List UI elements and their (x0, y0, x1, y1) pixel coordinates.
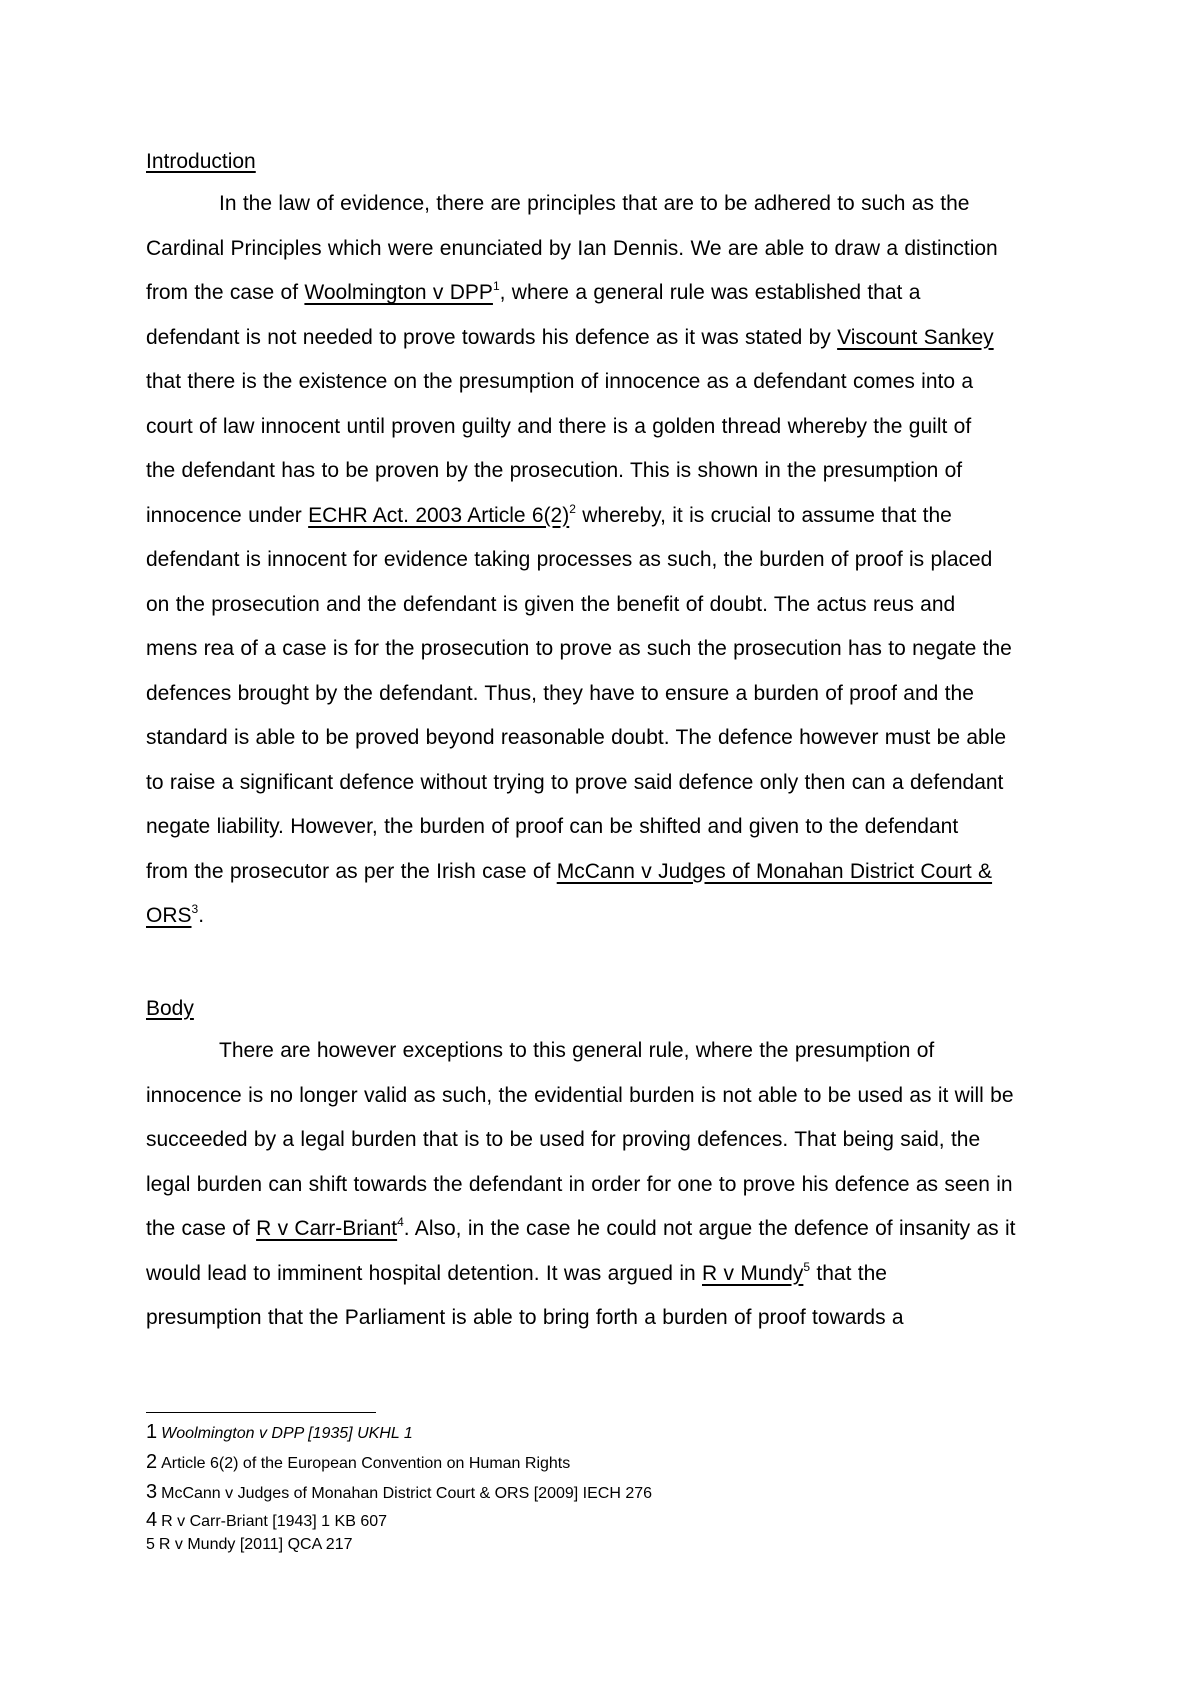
case-citation-mundy: R v Mundy (702, 1261, 804, 1285)
case-citation-mccann-cont: ORS (146, 904, 192, 927)
paragraph-line: the case of R v Carr-Briant$^4$. Also, in the case he could not argue the defence of insanity as it (146, 1215, 1016, 1240)
paragraph-line: defendant is not needed to prove towards his defence as it was stated by Viscount Sankey (146, 325, 994, 349)
paragraph-line: innocence under ECHR Act. 2003 Article $6(2)^2$ whereby, it is crucial to assume that the (146, 501, 952, 527)
paragraph-line: In the law of evidence, there are principles that are to be adhered to such as the (219, 192, 970, 215)
case-citation-echr: ECHR Act. 2003 Article 6(2) (308, 503, 570, 527)
paragraph-line: Cardinal Principles which were enunciated by Ian Dennis. We are able to draw a distinction (146, 236, 998, 260)
paragraph-line: on the prosecution and the defendant is given the benefit of doubt. The actus reus and (146, 592, 956, 616)
paragraph-line: from the case of Woolmington v DPP$^1$, where a general rule was established that a (146, 279, 921, 304)
paragraph-line: court of law innocent until proven guilty and there is a golden thread whereby the guilt of (146, 414, 972, 438)
footnote-separator (146, 1412, 376, 1413)
paragraph-line: succeeded by a legal burden that is to be used for proving defences. That being said, the (146, 1128, 981, 1151)
footnote-ref-4: 4 (397, 1215, 404, 1229)
paragraph-line: defendant is innocent for evidence taking processes as such, the burden of proof is placed (146, 548, 993, 571)
introduction-heading: Introduction (146, 150, 256, 173)
case-citation-woolmington: Woolmington v DPP (304, 281, 493, 304)
paragraph-line: legal burden can shift towards the defendant in order for one to prove his defence as seen in (146, 1172, 1013, 1196)
paragraph-line: to raise a significant defence without trying to prove said defence only then can a defendant (146, 770, 1004, 794)
paragraph-line: would lead to imminent hospital detention. It was argued in R v Mundy$^5$ that the (146, 1259, 887, 1285)
case-citation-mccann: McCann v Judges of Monahan District Court & (556, 859, 993, 883)
footnote-ref-5: 5 (803, 1259, 811, 1274)
case-citation-viscount-sankey: Viscount Sankey (837, 325, 994, 349)
paragraph-line: mens rea of a case is for the prosecution to prove as such the prosecution has to negate the (146, 637, 1012, 660)
footnote-5: 5 R v Mundy [2011] QCA 217 (146, 1536, 353, 1553)
body-paragraph (146, 1029, 1066, 1341)
footnote-1: 1 Woolmington v DPP [1935] UKHL 1 (146, 1421, 413, 1443)
paragraph-line: defences brought by the defendant. Thus, they have to ensure a burden of proof and the (146, 681, 974, 705)
footnote-ref-1: 1 (492, 279, 500, 293)
footnote-2: 2 Article 6(2) of the European Convention on Human Rights (146, 1451, 571, 1473)
footnote-ref-3: 3 (191, 902, 199, 916)
paragraph-line: standard is able to be proved beyond reasonable doubt. The defence however must be able (146, 726, 1007, 749)
paragraph-line: negate liability. However, the burden of proof can be shifted and given to the defendant (146, 815, 959, 838)
footnote-4: 4 R v Carr-Briant [1943] 1 KB 607 (146, 1509, 388, 1531)
footnote-3: 3 McCann v Judges of Monahan District Court & ORS [2009] IECH 276 (146, 1481, 653, 1503)
paragraph-line: presumption that the Parliament is able to bring forth a burden of proof towards a (146, 1306, 904, 1329)
paragraph-line: from the prosecutor as per the Irish case of McCann v Judges of Monahan District Court & (146, 859, 993, 883)
case-citation-carr-briant: R v Carr-Briant (256, 1217, 398, 1240)
body-heading: Body (146, 997, 194, 1020)
paragraph-line: the defendant has to be proven by the prosecution. This is shown in the presumption of (146, 459, 963, 482)
paragraph-line: innocence is no longer valid as such, the evidential burden is not able to be used as it will be (146, 1083, 1014, 1107)
paragraph-line: There are however exceptions to this general rule, where the presumption of (219, 1039, 935, 1062)
paragraph-line: ORS$^3$. (146, 902, 205, 927)
footnotes (146, 1418, 1046, 1556)
introduction-paragraph (146, 182, 1066, 939)
paragraph-line: that there is the existence on the presumption of innocence as a defendant comes into a (146, 370, 974, 393)
footnote-ref-2: 2 (569, 501, 576, 516)
